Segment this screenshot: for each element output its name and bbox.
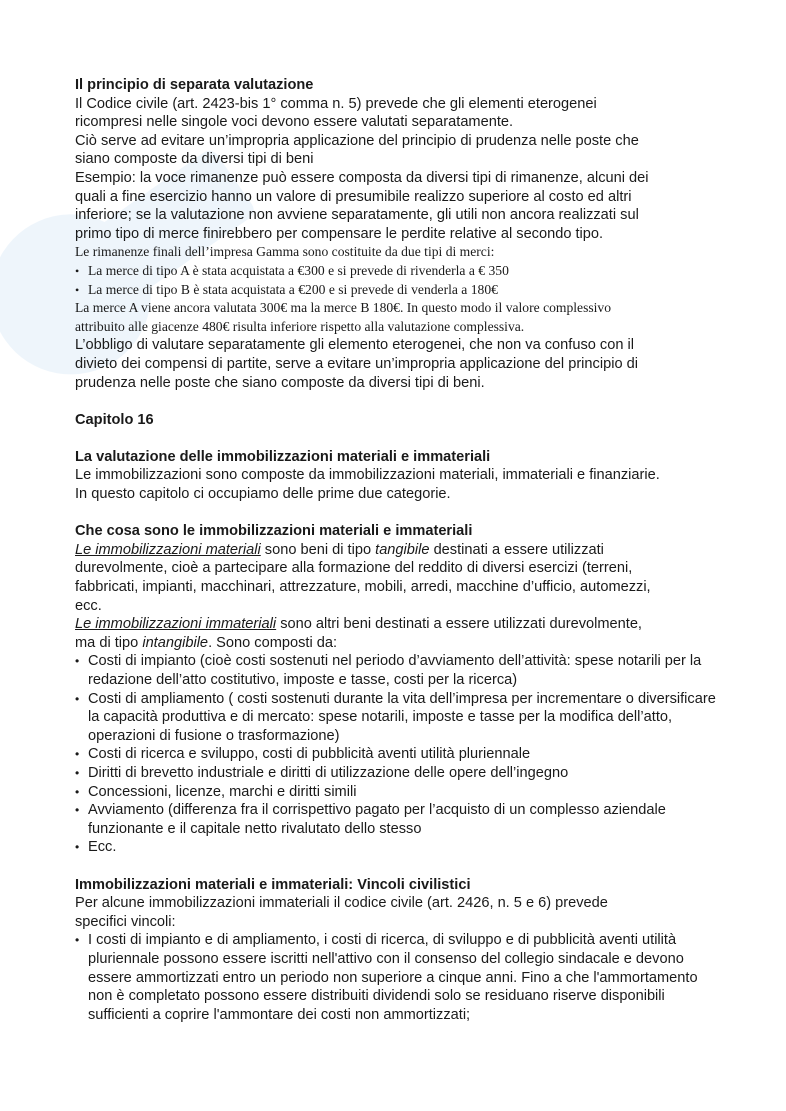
term-immateriali: Le immobilizzazioni immateriali — [75, 616, 277, 633]
paragraph-line: inferiore; se la valutazione non avviene separatamente, gli utili non ancora realizzati sul — [75, 207, 639, 224]
paragraph-line: ma di tipo intangibile. Sono composti da: — [75, 634, 338, 651]
section-title: Immobilizzazioni materiali e immateriali: Vincoli civilistici — [75, 876, 471, 893]
paragraph-line: Per alcune immobilizzazioni immateriali il codice civile (art. 2426, n. 5 e 6) prevede — [75, 895, 608, 912]
list-item: • Costi di ricerca e sviluppo, costi di pubblicità aventi utilità pluriennale — [75, 745, 725, 764]
paragraph-line: Il Codice civile (art. 2423-bis 1° comma n. 5) prevede che gli elementi eterogenei — [75, 95, 597, 112]
paragraph-line: ecc. — [75, 597, 102, 614]
paragraph-line: fabbricati, impianti, macchinari, attrezzature, mobili, arredi, macchine d’ufficio, automezzi, — [75, 579, 651, 596]
list-item: • Costi di ampliamento ( costi sostenuti durante la vita dell’impresa per incrementare o diversificare la capacità produttiva e di mercato: spese notarili, imposte e tasse per la modifica dell’atto, operazioni di fusione o trasformazione) — [75, 690, 725, 746]
paragraph-line: prudenza nelle poste che siano composte da diversi tipi di beni. — [75, 374, 485, 391]
paragraph-line: Le immobilizzazioni sono composte da immobilizzazioni materiali, immateriali e finanziarie. — [75, 467, 660, 484]
section-title: La valutazione delle immobilizzazioni materiali e immateriali — [75, 448, 491, 465]
example-intro: Le rimanenze finali dell’impresa Gamma sono costituite da due tipi di merci: — [75, 244, 495, 260]
section-title: Il principio di separata valutazione — [75, 77, 314, 93]
list-item: • I costi di impianto e di ampliamento, i costi di ricerca, di sviluppo e di pubblicità aventi utilità pluriennale possono essere iscritti nell'attivo con il consenso del collegio sindacale e devono essere ammortizzati entro un periodo non superiore a cinque anni. Fino a che l'ammortamento non è completato possono essere distribuiti dividendi solo se residuano riserve disponibili sufficienti a coprire l'ammontare dei costi non ammortizzati; — [75, 931, 725, 1024]
list-item: • Ecc. — [75, 838, 725, 857]
list-item: • La merce di tipo B è stata acquistata a €200 e si prevede di venderla a 180€ — [75, 281, 725, 300]
example-line: attribuito alle giacenze 480€ risulta inferiore rispetto alla valutazione complessiva. — [75, 318, 525, 334]
immateriali-list — [75, 652, 725, 857]
paragraph-line: primo tipo di merce finirebbero per compensare le perdite relative al secondo tipo. — [75, 225, 604, 242]
vincoli-list — [75, 931, 725, 1024]
paragraph-line: L’obbligo di valutare separatamente gli elemento eterogenei, che non va confuso con il — [75, 337, 634, 354]
list-item: • La merce di tipo A è stata acquistata a €300 e si prevede di rivenderla a € 350 — [75, 262, 725, 281]
section-title: Che cosa sono le immobilizzazioni materiali e immateriali — [75, 523, 473, 540]
example-line: La merce A viene ancora valutata 300€ ma la merce B 180€. In questo modo il valore complessivo — [75, 300, 612, 316]
paragraph-line: specifici vincoli: — [75, 913, 176, 930]
list-item: • Costi di impianto (cioè costi sostenuti nel periodo d’avviamento dell’attività: spese notarili per la redazione dell’atto costitutivo, imposte e tasse, costi per la ricerca) — [75, 652, 725, 689]
list-item: • Concessioni, licenze, marchi e diritti simili — [75, 783, 725, 802]
paragraph-line: In questo capitolo ci occupiamo delle prime due categorie. — [75, 486, 451, 503]
paragraph-line: divieto dei compensi di partite, serve a evitare un’impropria applicazione del principio di — [75, 355, 638, 372]
paragraph-line: Le immobilizzazioni immateriali sono altri beni destinati a essere utilizzati durevolmente, — [75, 616, 642, 633]
paragraph-line: durevolmente, cioè a partecipare alla formazione del reddito di diversi esercizi (terreni, — [75, 560, 633, 577]
paragraph-line: siano composte da diversi tipi di beni — [75, 151, 314, 168]
paragraph-line: quali a fine esercizio hanno un valore di presumibile realizzo superiore al costo ed altri — [75, 188, 632, 205]
paragraph-line: ricompresi nelle singole voci devono essere valutati separatamente. — [75, 114, 514, 131]
term-materiali: Le immobilizzazioni materiali — [75, 541, 261, 558]
example-list — [75, 262, 725, 299]
list-item: • Diritti di brevetto industriale e diritti di utilizzazione delle opere dell’ingegno — [75, 764, 725, 783]
document-page — [75, 76, 725, 1024]
chapter-heading: Capitolo 16 — [75, 411, 154, 428]
list-item: • Avviamento (differenza fra il corrispettivo pagato per l’acquisto di un complesso aziendale funzionante e il capitale netto rivalutato dello stesso — [75, 801, 725, 838]
paragraph-line: Esempio: la voce rimanenze può essere composta da diversi tipi di rimanenze, alcuni dei — [75, 169, 649, 186]
paragraph-line: Ciò serve ad evitare un’impropria applicazione del principio di prudenza nelle poste che — [75, 132, 639, 149]
paragraph-line: Le immobilizzazioni materiali sono beni di tipo tangibile destinati a essere utilizzati — [75, 541, 604, 558]
